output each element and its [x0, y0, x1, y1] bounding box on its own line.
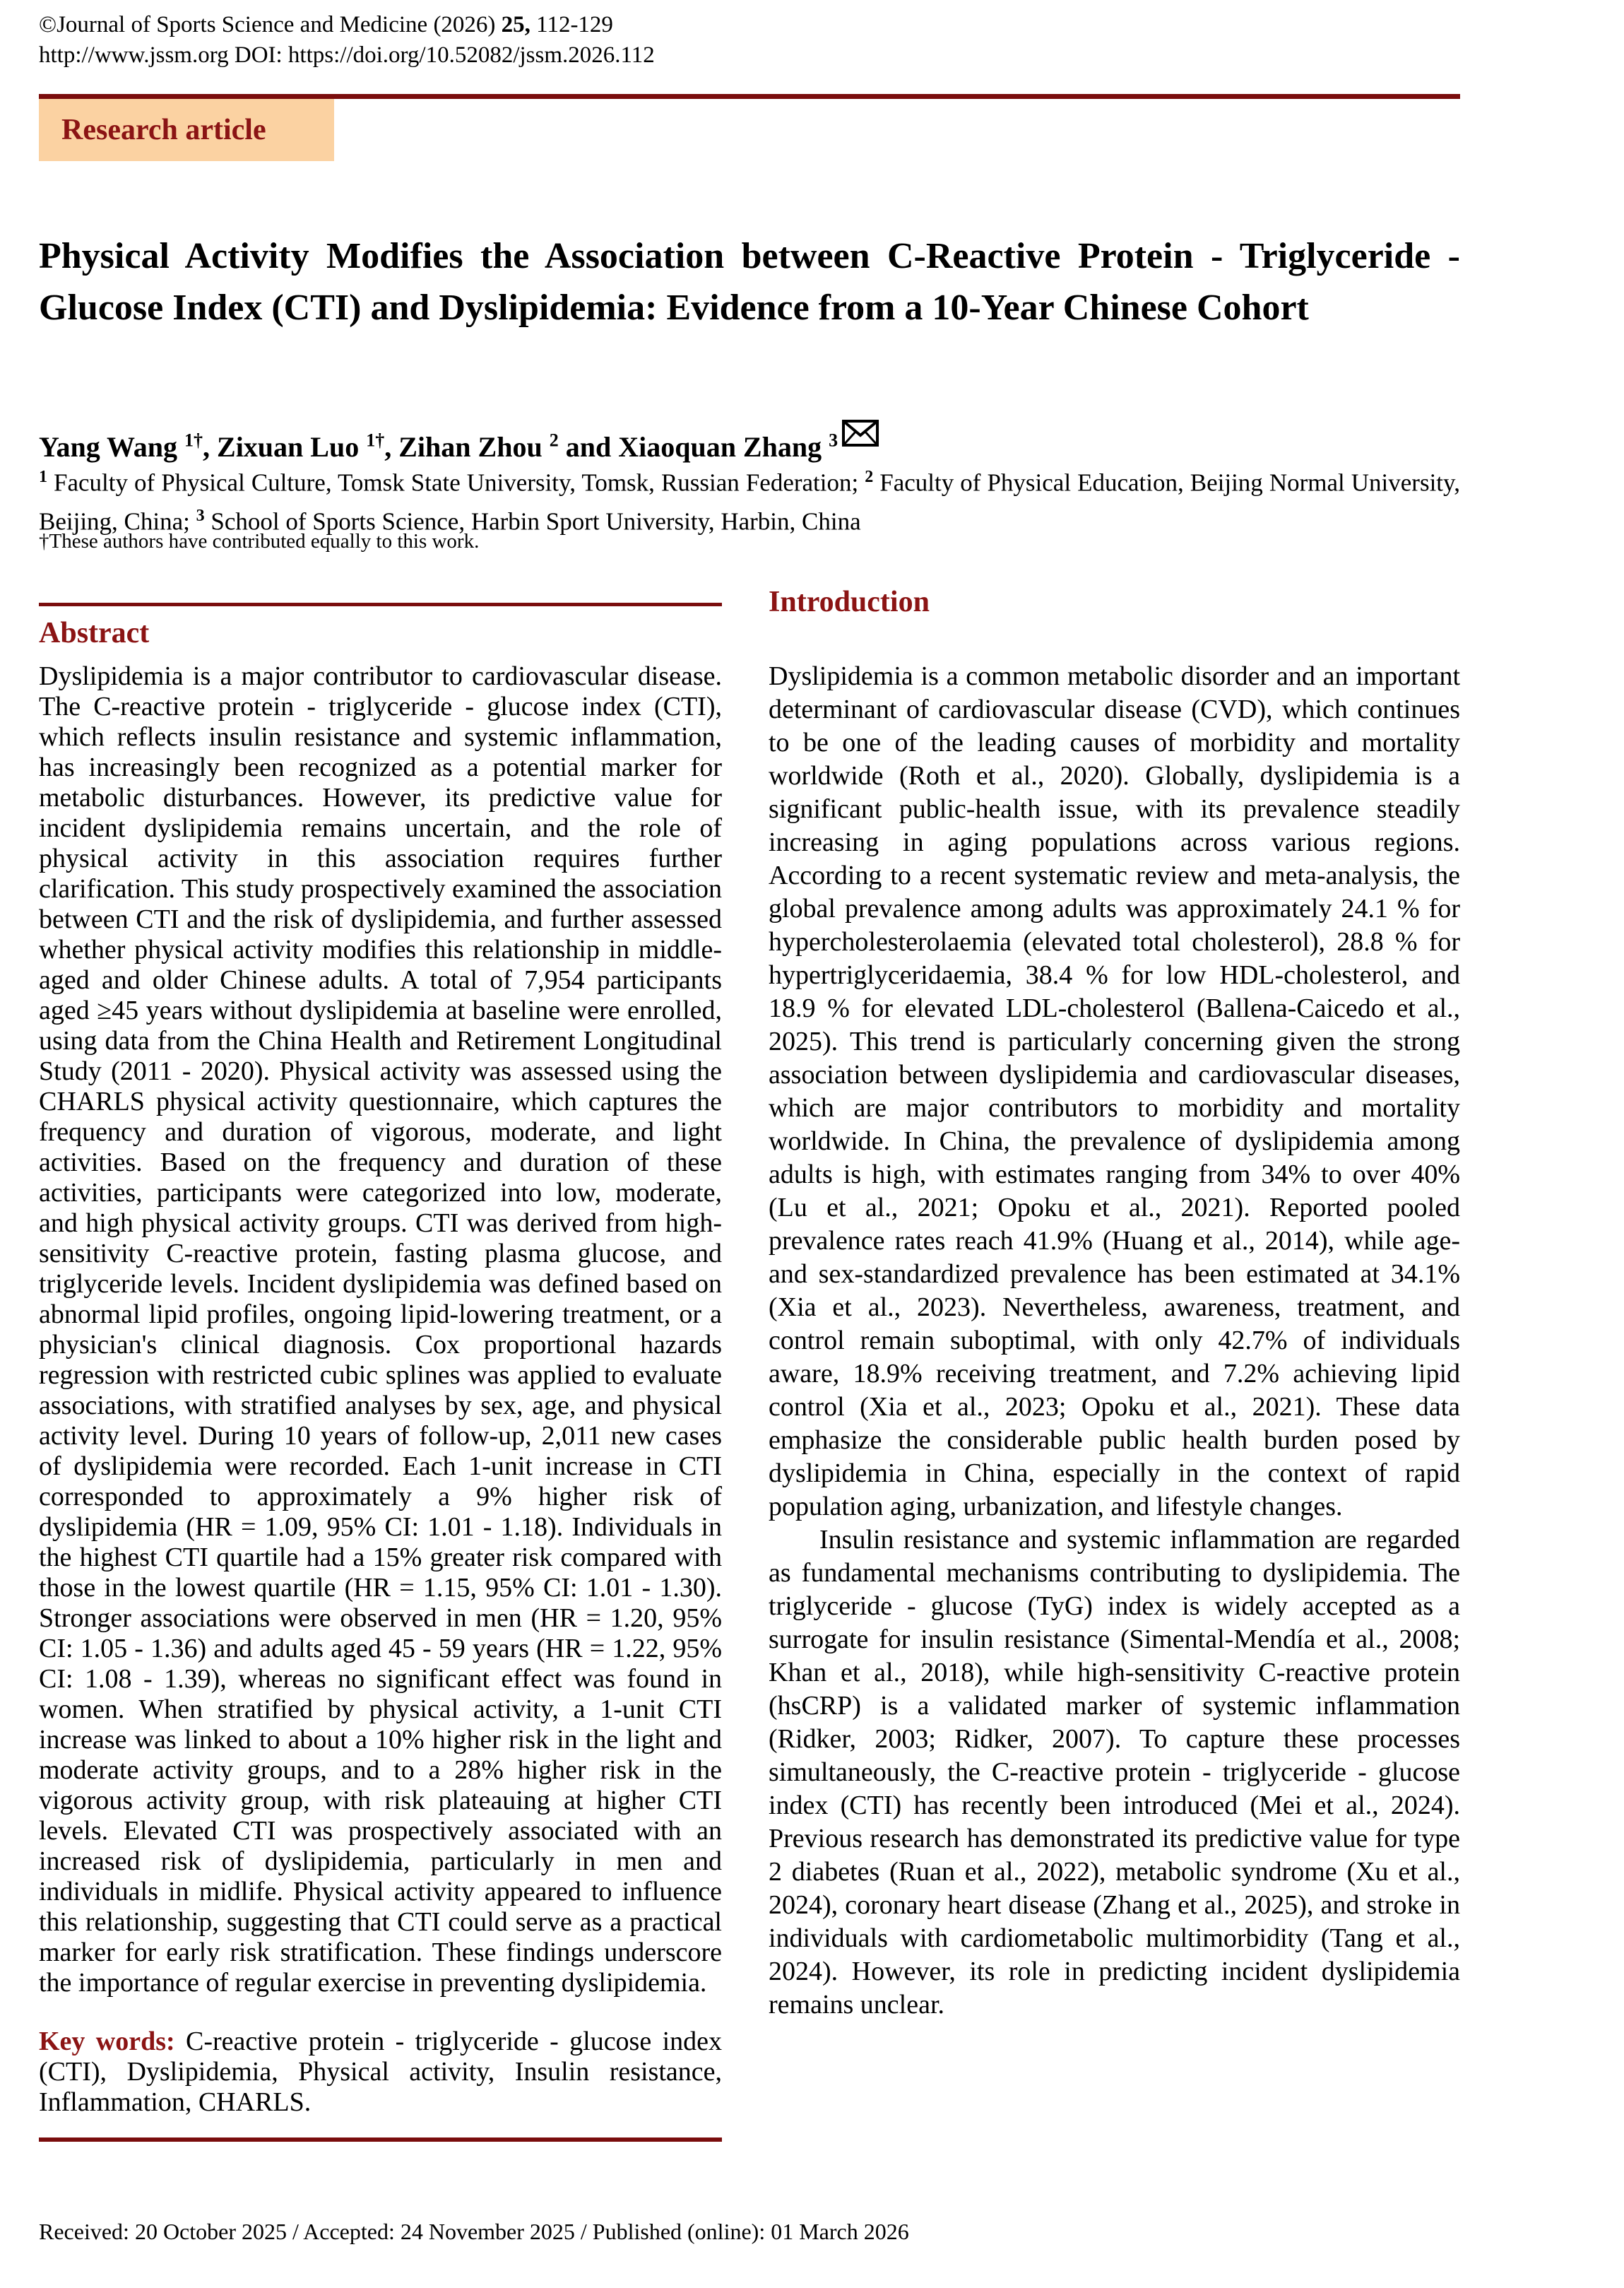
- article-title: Physical Activity Modifies the Association between C-Reactive Protein - Triglyceride - Glucose Index (CTI) and Dyslipidemia: Evidence from a 10-Year Chinese Cohort: [39, 236, 1460, 328]
- journal-header: [39, 10, 1460, 71]
- journal-copyright-line: [39, 10, 1460, 40]
- affiliation-marker: 2: [865, 468, 874, 486]
- introduction-paragraph: Insulin resistance and systemic inflammation are regarded as fundamental mechanisms contributing to dyslipidemia. The triglyceride - glucose (TyG) index is widely accepted as a surrogate for insulin resistance (Simental-Mendía et al., 2008; Khan et al., 2018), while high-sensitivity C-reactive protein (hsCRP) is a validated marker of systemic inflammation (Ridker, 2003; Ridker, 2007). To capture these processes simultaneously, the C-reactive protein - triglyceride - glucose index (CTI) has recently been introduced (Mei et al., 2024). Previous research has demonstrated its predictive value for type 2 diabetes (Ruan et al., 2022), metabolic syndrome (Xu et al., 2024), coronary heart disease (Zhang et al., 2025), and stroke in individuals with cardiometabolic multimorbidity (Tang et al., 2024). However, its role in predicting incident dyslipidemia remains unclear.: [769, 1525, 1460, 2019]
- affiliation-text: Faculty of Physical Education, Beijing Normal University, Beijing, China;: [39, 468, 1461, 536]
- author-affiliation-marker: 3: [829, 430, 838, 451]
- introduction-column: [769, 579, 1460, 2022]
- copyright-text: ©Journal of Sports Science and Medicine (2026): [39, 12, 502, 37]
- keywords-block: [39, 2027, 722, 2118]
- article-type-label: Research article: [61, 114, 266, 146]
- affiliation-marker: 1: [39, 468, 47, 486]
- introduction-paragraph: Dyslipidemia is a common metabolic disorder and an important determinant of cardiovascular disease (CVD), which continues to be one of the leading causes of morbidity and mortality worldwide (Roth et al., 2020). Globally, dyslipidemia is a significant public-health issue, with its prevalence steadily increasing in aging populations across various regions. According to a recent systematic review and meta-analysis, the global prevalence among adults was approximately 24.1 % for hypercholesterolaemia (elevated total cholesterol), 28.8 % for hypertriglyceridaemia, 38.4 % for low HDL-cholesterol, and 18.9 % for elevated LDL-cholesterol (Ballena-Caicedo et al., 2025). This trend is particularly concerning given the strong association between dyslipidemia and cardiovascular diseases, which are major contributors to morbidity and mortality worldwide. In China, the prevalence of dyslipidemia among adults is high, with estimates ranging from 34% to over 40% (Lu et al., 2021; Opoku et al., 2021). Reported pooled prevalence rates reach 41.9% (Huang et al., 2014), while age- and sex-standardized prevalence has been estimated at 34.1% (Xia et al., 2023). Nevertheless, awareness, treatment, and control remain suboptimal, with only 42.7% of individuals aware, 18.9% receiving treatment, and 7.2% achieving lipid control (Xia et al., 2023; Opoku et al., 2021). These data emphasize the considerable public health burden posed by dyslipidemia in China, especially in the context of rapid population aging, urbanization, and lifestyle changes.: [769, 661, 1460, 1521]
- page-range: 112-129: [530, 12, 613, 37]
- keywords-label: Key words:: [39, 2027, 186, 2056]
- abstract-heading: Abstract: [39, 617, 150, 649]
- abstract-top-rule: [39, 603, 722, 606]
- article-type-badge: [39, 99, 334, 161]
- affiliation-marker: 3: [196, 506, 205, 525]
- abstract-bottom-rule: [39, 2137, 722, 2142]
- author-name: , Zihan Zhou: [384, 431, 550, 463]
- abstract-column: [39, 579, 722, 2142]
- author-name: and Xiaoquan Zhang: [558, 431, 829, 463]
- author-name: Yang Wang: [39, 431, 185, 463]
- author-affiliation-marker: 1†: [366, 430, 385, 451]
- introduction-heading: Introduction: [769, 586, 930, 618]
- keywords-text: C-reactive protein - triglyceride - glucose index (CTI), Dyslipidemia, Physical activity, Insulin resistance, Inflammation, CHARLS.: [39, 2027, 722, 2117]
- top-divider-rule: [39, 94, 1460, 99]
- affiliation-line: [39, 461, 1460, 538]
- affiliation-text: Faculty of Physical Culture, Tomsk State University, Tomsk, Russian Federation;: [47, 468, 865, 497]
- volume-number: 25,: [501, 12, 531, 37]
- email-icon: [842, 420, 879, 447]
- equal-contribution-note: †These authors have contributed equally to this work.: [39, 530, 480, 553]
- affiliation-text: School of Sports Science, Harbin Sport University, Harbin, China: [204, 507, 861, 536]
- abstract-text: Dyslipidemia is a major contributor to cardiovascular disease. The C-reactive protein - triglyceride - glucose index (CTI), which reflects insulin resistance and systemic inflammation, has increasingly been recognized as a potential marker for metabolic disturbances. However, its predictive value for incident dyslipidemia remains uncertain, and the role of physical activity in this association requires further clarification. This study prospectively examined the association between CTI and the risk of dyslipidemia, and further assessed whether physical activity modifies this relationship in middle-aged and older Chinese adults. A total of 7,954 participants aged ≥45 years without dyslipidemia at baseline were enrolled, using data from the China Health and Retirement Longitudinal Study (2011 - 2020). Physical activity was assessed using the CHARLS physical activity questionnaire, which captures the frequency and duration of vigorous, moderate, and light activities. Based on the frequency and duration of these activities, participants were categorized into low, moderate, and high physical activity groups. CTI was derived from high-sensitivity C-reactive protein, fasting plasma glucose, and triglyceride levels. Incident dyslipidemia was defined based on abnormal lipid profiles, ongoing lipid-lowering treatment, or a physician's clinical diagnosis. Cox proportional hazards regression with restricted cubic splines was applied to evaluate associations, with stratified analyses by sex, age, and physical activity level. During 10 years of follow-up, 2,011 new cases of dyslipidemia were recorded. Each 1-unit increase in CTI corresponded to approximately a 9% higher risk of dyslipidemia (HR = 1.09, 95% CI: 1.01 - 1.18). Individuals in the highest CTI quartile had a 15% greater risk compared with those in the lowest quartile (HR = 1.15, 95% CI: 1.01 - 1.30). Stronger associations were observed in men (HR = 1.20, 95% CI: 1.05 - 1.36) and adults aged 45 - 59 years (HR = 1.22, 95% CI: 1.08 - 1.39), whereas no significant effect was found in women. When stratified by physical activity, a 1-unit CTI increase was linked to about a 10% higher risk in the light and moderate activity groups, and to a 28% higher risk in the vigorous activity group, with risk plateauing at higher CTI levels. Elevated CTI was prospectively associated with an increased risk of dyslipidemia, particularly in men and individuals in midlife. Physical activity appeared to influence this relationship, suggesting that CTI could serve as a practical marker for early risk stratification. These findings underscore the importance of regular exercise in preventing dyslipidemia.: [39, 661, 722, 1998]
- author-name: , Zixuan Luo: [203, 431, 367, 463]
- author-line: [39, 420, 1460, 465]
- journal-doi-line: http://www.jssm.org DOI: https://doi.org/10.52082/jssm.2026.112: [39, 42, 655, 68]
- author-affiliation-marker: 1†: [184, 430, 203, 451]
- author-affiliation-marker: 2: [549, 430, 559, 451]
- received-accepted-published-line: Received: 20 October 2025 / Accepted: 24 November 2025 / Published (online): 01 March 2026: [39, 2219, 909, 2244]
